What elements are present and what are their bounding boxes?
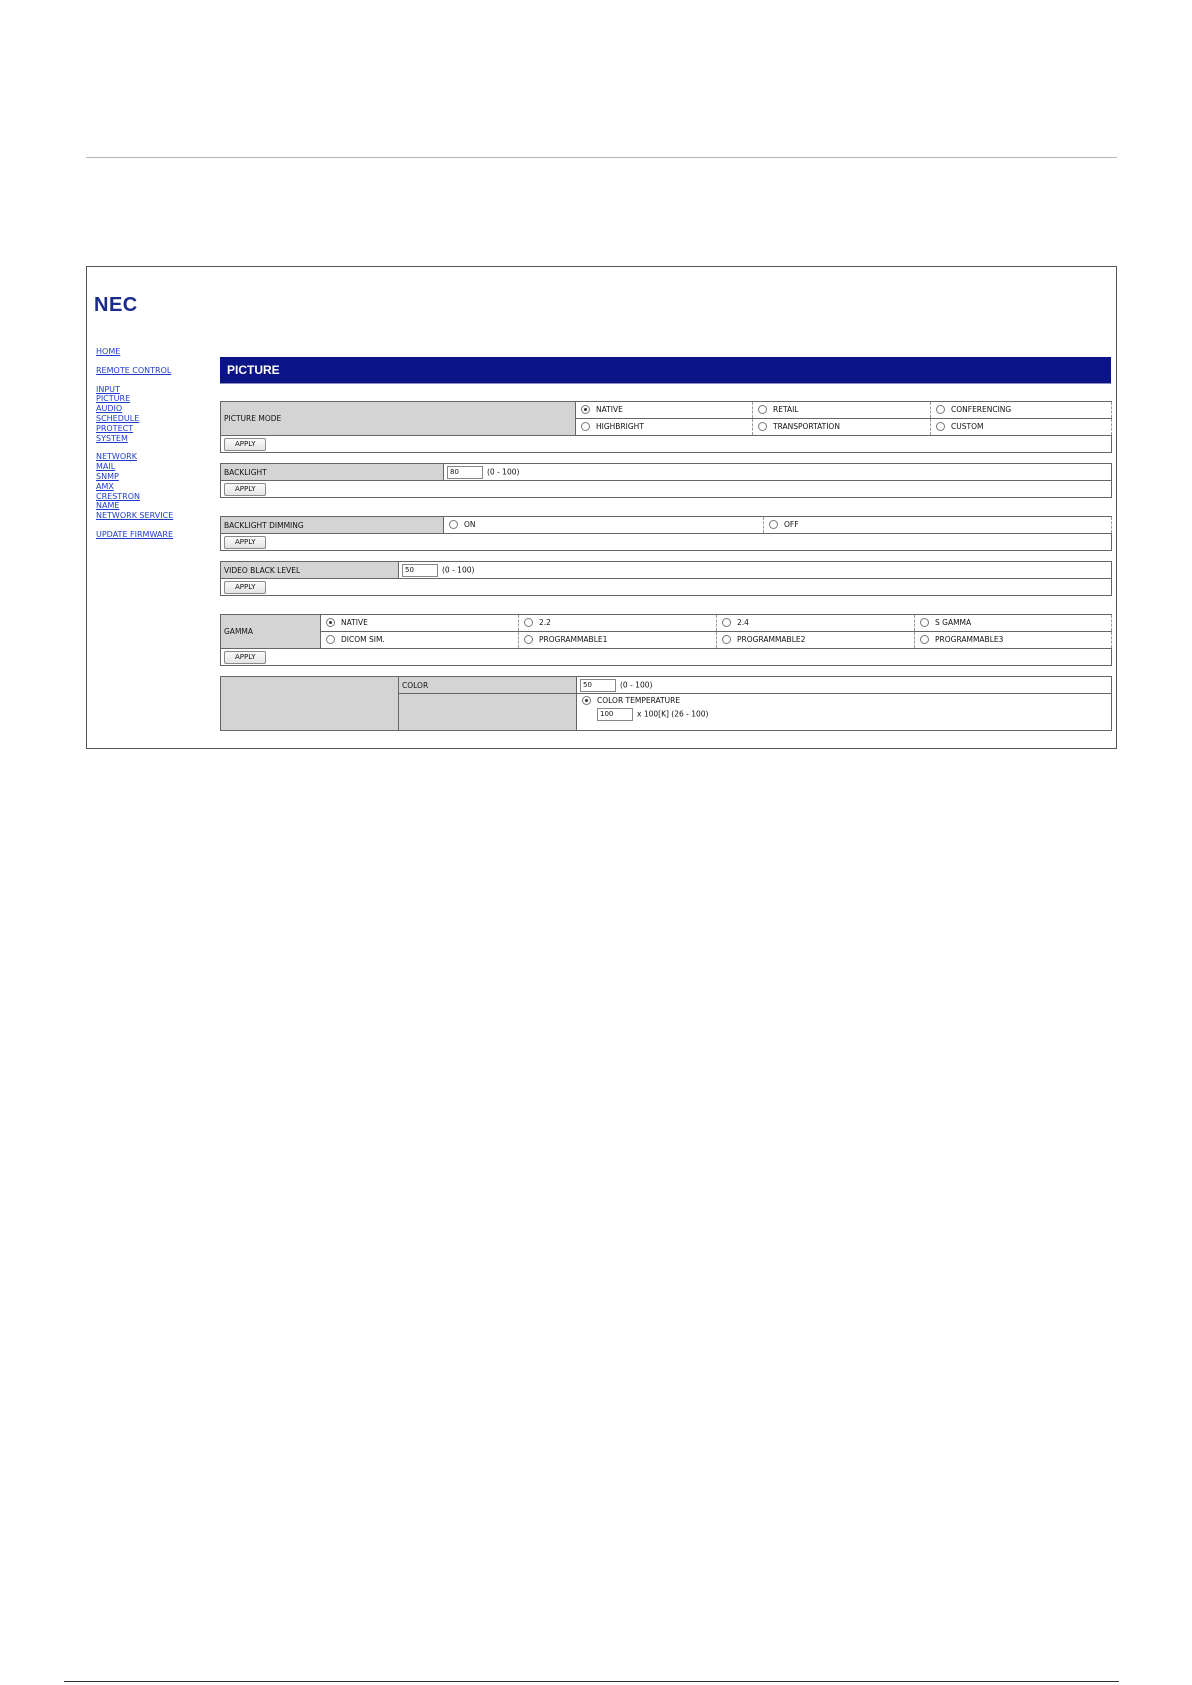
backlight-apply-button[interactable]: APPLY [224, 483, 266, 496]
gamma-programmable3[interactable]: PROGRAMMABLE3 [915, 632, 1112, 649]
radio-icon[interactable] [722, 635, 731, 644]
picture-mode-conferencing[interactable]: CONFERENCING [931, 402, 1112, 419]
radio-icon[interactable] [936, 422, 945, 431]
color-range: (0 - 100) [620, 680, 653, 689]
backlight-range: (0 - 100) [487, 467, 520, 476]
gamma-apply-button[interactable]: APPLY [224, 651, 266, 664]
gamma-section [220, 614, 1112, 666]
radio-icon[interactable] [581, 422, 590, 431]
picture-mode-native[interactable]: NATIVE [576, 402, 753, 419]
nav-protect[interactable]: PROTECT [96, 423, 134, 433]
page-title: PICTURE [220, 357, 1111, 383]
radio-selected-icon[interactable] [582, 696, 591, 705]
color-group-label [221, 677, 399, 731]
color-temperature-option[interactable]: COLOR TEMPERATURE [580, 696, 1108, 706]
radio-icon[interactable] [769, 520, 778, 529]
gamma-programmable1[interactable]: PROGRAMMABLE1 [519, 632, 717, 649]
gamma-2-4[interactable]: 2.4 [717, 615, 915, 632]
nav-home[interactable]: HOME [96, 347, 121, 356]
radio-icon[interactable] [920, 618, 929, 627]
nav-amx[interactable]: AMX [96, 481, 114, 491]
radio-icon[interactable] [449, 520, 458, 529]
video-black-level-apply-button[interactable]: APPLY [224, 581, 266, 594]
sidebar-nav [96, 347, 196, 540]
nav-network-service[interactable]: NETWORK SERVICE [96, 511, 174, 521]
nav-schedule[interactable]: SCHEDULE [96, 413, 140, 423]
nav-crestron[interactable]: CRESTRON [96, 491, 141, 501]
gamma-programmable2[interactable]: PROGRAMMABLE2 [717, 632, 915, 649]
top-divider [86, 157, 1117, 158]
color-temperature-range: x 100[K] (26 - 100) [637, 709, 709, 718]
backlight-dimming-off[interactable]: OFF [764, 517, 1112, 534]
color-section [220, 676, 1112, 731]
radio-selected-icon[interactable] [326, 618, 335, 627]
browser-frame [86, 266, 1117, 749]
nav-remote-control[interactable]: REMOTE CONTROL [96, 365, 172, 375]
radio-icon[interactable] [920, 635, 929, 644]
picture-mode-label: PICTURE MODE [221, 402, 576, 436]
radio-icon[interactable] [524, 618, 533, 627]
picture-mode-section [220, 401, 1112, 453]
video-black-level-label: VIDEO BLACK LEVEL [221, 562, 399, 579]
gamma-label: GAMMA [221, 615, 321, 649]
nav-update-firmware[interactable]: UPDATE FIRMWARE [96, 529, 174, 539]
color-label: COLOR [399, 677, 577, 694]
nav-input[interactable]: INPUT [96, 384, 120, 394]
color-temp-group-label [399, 694, 577, 731]
radio-selected-icon[interactable] [581, 405, 590, 414]
radio-icon[interactable] [758, 422, 767, 431]
nav-network[interactable]: NETWORK [96, 452, 137, 462]
backlight-dimming-on[interactable]: ON [444, 517, 764, 534]
nav-mail[interactable]: MAIL [96, 462, 116, 472]
nav-system[interactable]: SYSTEM [96, 433, 128, 443]
radio-icon[interactable] [722, 618, 731, 627]
gamma-s-gamma[interactable]: S GAMMA [915, 615, 1112, 632]
picture-mode-apply-button[interactable]: APPLY [224, 438, 266, 451]
radio-icon[interactable] [936, 405, 945, 414]
radio-icon[interactable] [758, 405, 767, 414]
bottom-divider [64, 1681, 1119, 1682]
backlight-label: BACKLIGHT [221, 464, 444, 481]
gamma-native[interactable]: NATIVE [321, 615, 519, 632]
backlight-input[interactable]: 80 [447, 466, 483, 479]
backlight-section [220, 463, 1112, 498]
nav-name[interactable]: NAME [96, 501, 120, 511]
backlight-dimming-apply-button[interactable]: APPLY [224, 536, 266, 549]
video-black-level-section [220, 561, 1112, 596]
nav-snmp[interactable]: SNMP [96, 471, 119, 481]
picture-mode-custom[interactable]: CUSTOM [931, 419, 1112, 436]
picture-mode-retail[interactable]: RETAIL [753, 402, 931, 419]
color-temperature-input[interactable]: 100 [597, 708, 633, 721]
nav-picture[interactable]: PICTURE [96, 394, 131, 404]
main-content [220, 357, 1111, 731]
color-input[interactable]: 50 [580, 679, 616, 692]
gamma-2-2[interactable]: 2.2 [519, 615, 717, 632]
video-black-level-input[interactable]: 50 [402, 564, 438, 577]
nav-audio[interactable]: AUDIO [96, 404, 123, 414]
radio-icon[interactable] [326, 635, 335, 644]
backlight-dimming-label: BACKLIGHT DIMMING [221, 517, 444, 534]
picture-mode-highbright[interactable]: HIGHBRIGHT [576, 419, 753, 436]
video-black-level-range: (0 - 100) [442, 565, 475, 574]
nec-logo: NEC [94, 294, 138, 316]
radio-icon[interactable] [524, 635, 533, 644]
backlight-dimming-section [220, 516, 1112, 551]
gamma-dicom-sim[interactable]: DICOM SIM. [321, 632, 519, 649]
picture-mode-transportation[interactable]: TRANSPORTATION [753, 419, 931, 436]
